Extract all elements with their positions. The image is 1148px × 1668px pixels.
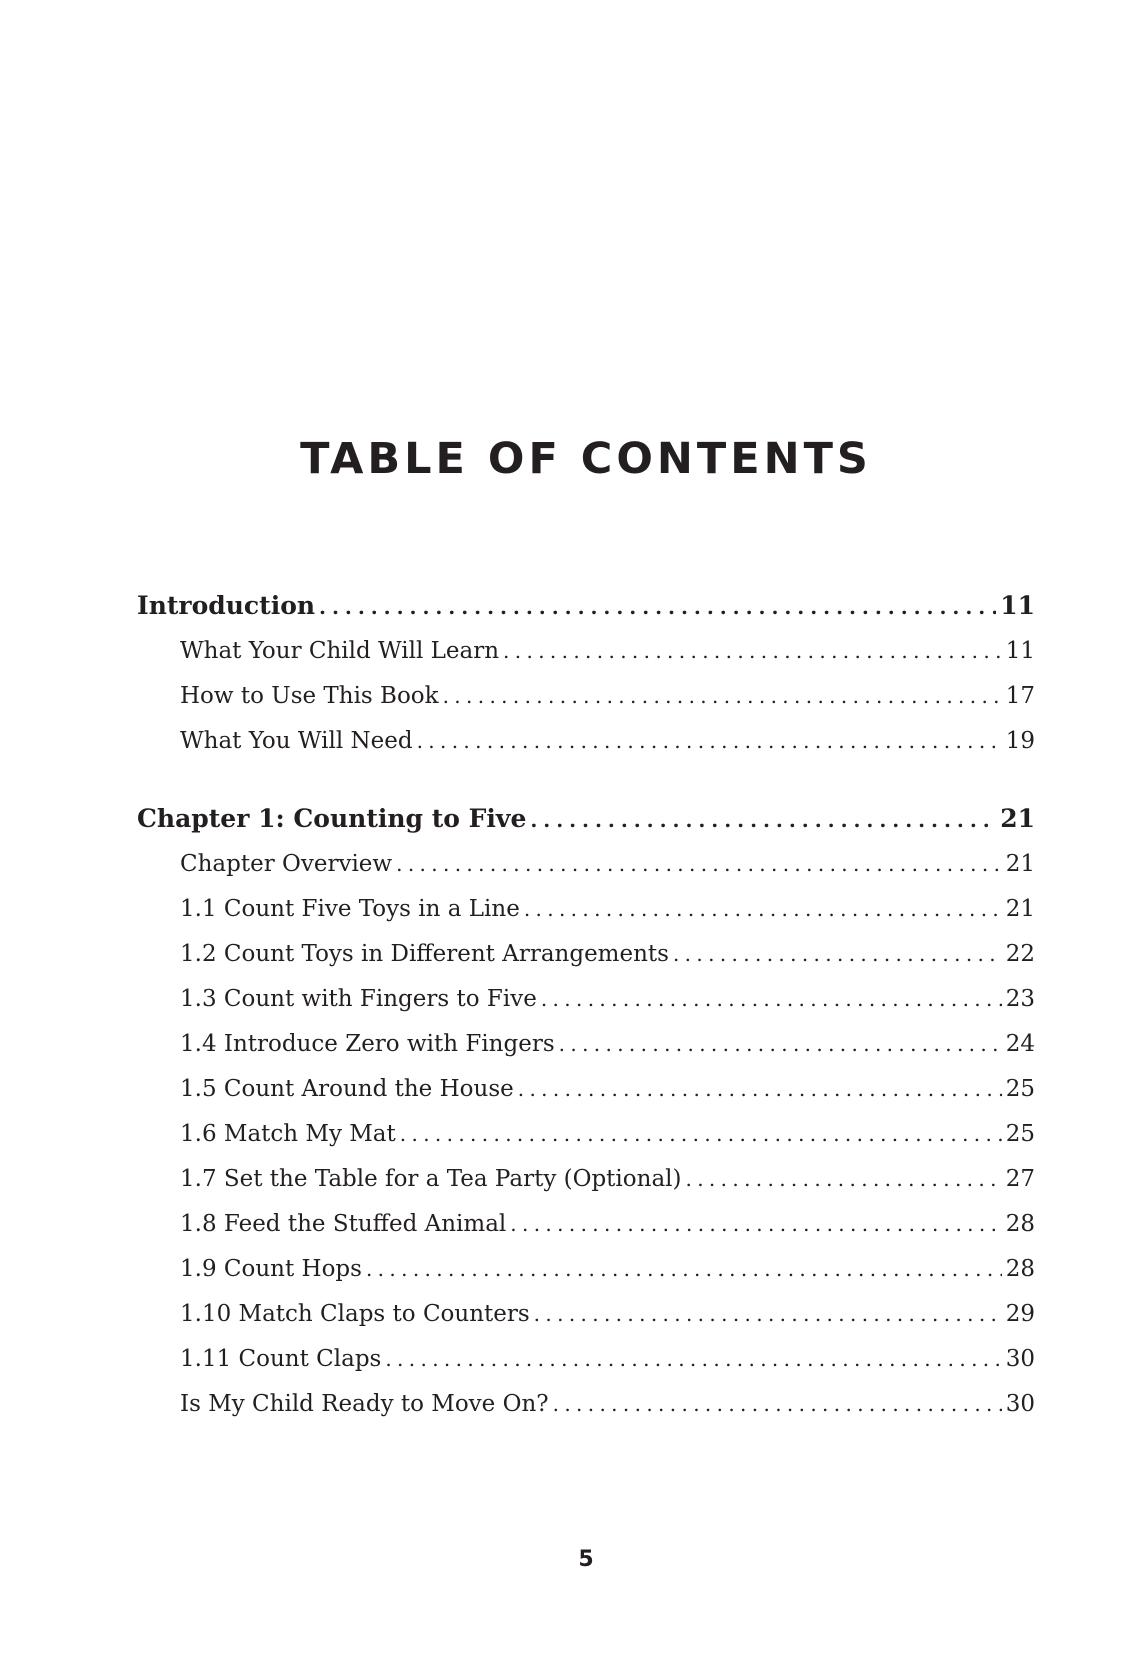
toc-label: 1.1 Count Five Toys in a Line — [180, 896, 520, 922]
toc-entry[interactable] — [137, 887, 1035, 932]
toc-entry[interactable] — [137, 1067, 1035, 1112]
toc-page-number: 11 — [1000, 591, 1035, 620]
dot-leader — [319, 584, 996, 630]
toc-label: 1.6 Match My Mat — [180, 1121, 396, 1147]
dot-leader — [518, 1067, 1002, 1112]
toc-entry[interactable] — [137, 719, 1035, 764]
toc-label: What You Will Need — [180, 728, 413, 754]
toc-entry[interactable] — [137, 1247, 1035, 1292]
toc-entry[interactable] — [137, 1157, 1035, 1202]
toc-label: What Your Child Will Learn — [180, 638, 500, 664]
toc-page-number: 27 — [1005, 1166, 1035, 1192]
toc-entry[interactable] — [137, 1112, 1035, 1157]
toc-label: 1.2 Count Toys in Different Arrangements — [180, 941, 669, 967]
toc-page-number: 21 — [1005, 896, 1035, 922]
table-of-contents — [137, 583, 1035, 1459]
toc-label: 1.11 Count Claps — [180, 1346, 382, 1372]
toc-entry[interactable] — [137, 977, 1035, 1022]
toc-label: 1.5 Count Around the House — [180, 1076, 514, 1102]
toc-entry[interactable] — [137, 1382, 1035, 1427]
dot-leader — [553, 1382, 1002, 1427]
dot-leader — [503, 629, 1002, 674]
toc-entry[interactable] — [137, 629, 1035, 674]
toc-entry[interactable] — [137, 1337, 1035, 1382]
toc-page-number: 21 — [1005, 851, 1035, 877]
toc-label: How to Use This Book — [180, 683, 439, 709]
dot-leader — [524, 887, 1002, 932]
toc-entry[interactable] — [137, 932, 1035, 977]
dot-leader — [530, 797, 996, 843]
dot-leader — [673, 932, 1002, 977]
dot-leader — [400, 1112, 1002, 1157]
toc-chapter-heading[interactable] — [137, 583, 1035, 629]
toc-page-number: 25 — [1005, 1121, 1035, 1147]
toc-page-number: 22 — [1005, 941, 1035, 967]
toc-page-number: 11 — [1005, 638, 1035, 664]
toc-entry[interactable] — [137, 1202, 1035, 1247]
dot-leader — [534, 1292, 1002, 1337]
dot-leader — [559, 1022, 1002, 1067]
toc-entry[interactable] — [137, 842, 1035, 887]
toc-section-introduction — [137, 583, 1035, 764]
toc-page-number: 30 — [1005, 1346, 1035, 1372]
toc-label: Is My Child Ready to Move On? — [180, 1391, 549, 1417]
dot-leader — [541, 977, 1002, 1022]
toc-label: 1.9 Count Hops — [180, 1256, 362, 1282]
toc-entry[interactable] — [137, 1022, 1035, 1067]
toc-page-number: 24 — [1005, 1031, 1035, 1057]
page-number: 5 — [578, 1547, 594, 1572]
toc-label: Chapter 1: Counting to Five — [137, 804, 527, 833]
toc-label: 1.4 Introduce Zero with Fingers — [180, 1031, 555, 1057]
toc-page-number: 28 — [1005, 1211, 1035, 1237]
dot-leader — [366, 1247, 1002, 1292]
toc-label: Introduction — [137, 591, 316, 620]
dot-leader — [686, 1157, 1002, 1202]
toc-section-chapter-1 — [137, 796, 1035, 1427]
toc-page-number: 28 — [1005, 1256, 1035, 1282]
dot-leader — [443, 674, 1002, 719]
toc-page-number: 17 — [1005, 683, 1035, 709]
toc-page-number: 23 — [1005, 986, 1035, 1012]
toc-entry[interactable] — [137, 674, 1035, 719]
dot-leader — [417, 719, 1002, 764]
toc-label: 1.8 Feed the Stuffed Animal — [180, 1211, 507, 1237]
toc-label: 1.3 Count with Fingers to Five — [180, 986, 537, 1012]
toc-label: 1.7 Set the Table for a Tea Party (Optional) — [180, 1166, 682, 1192]
dot-leader — [396, 842, 1002, 887]
toc-chapter-heading[interactable] — [137, 796, 1035, 842]
toc-page-number: 19 — [1005, 728, 1035, 754]
toc-label: Chapter Overview — [180, 851, 393, 877]
dot-leader — [385, 1337, 1001, 1382]
toc-label: 1.10 Match Claps to Counters — [180, 1301, 530, 1327]
toc-page-number: 30 — [1005, 1391, 1035, 1417]
dot-leader — [510, 1202, 1001, 1247]
toc-entry[interactable] — [137, 1292, 1035, 1337]
page-title: TABLE OF CONTENTS — [300, 434, 872, 484]
toc-page-number: 21 — [1000, 804, 1035, 833]
toc-page-number: 29 — [1005, 1301, 1035, 1327]
toc-page-number: 25 — [1005, 1076, 1035, 1102]
